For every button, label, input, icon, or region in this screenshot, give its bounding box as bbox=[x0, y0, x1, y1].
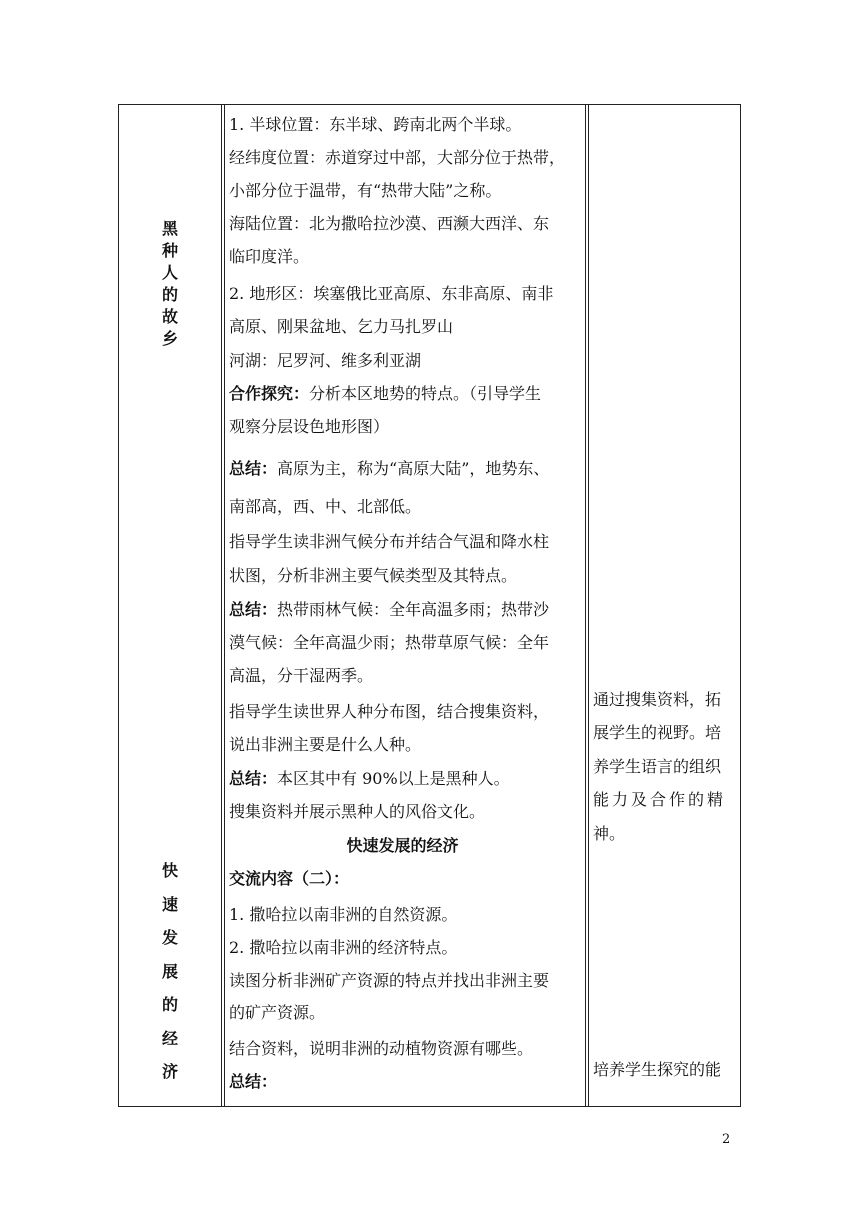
text-line: 漠气候：全年高温少雨；热带草原气候：全年 bbox=[229, 633, 550, 652]
text-line: 南部高，西、中、北部低。 bbox=[229, 497, 422, 516]
text-line: 经纬度位置：赤道穿过中部，大部分位于热带， bbox=[229, 148, 566, 167]
column-divider bbox=[585, 105, 586, 1106]
text-line: 1. 撒哈拉以南非洲的自然资源。 bbox=[229, 905, 458, 924]
title-char: 人 bbox=[161, 263, 178, 282]
objective-line: 神。 bbox=[593, 824, 626, 843]
title-char: 种 bbox=[161, 241, 178, 260]
title-char: 乡 bbox=[161, 329, 178, 348]
title-char: 发 bbox=[161, 928, 178, 947]
text-line: 状图，分析非洲主要气候类型及其特点。 bbox=[229, 566, 518, 585]
title-char: 黑 bbox=[161, 219, 178, 238]
title-char: 故 bbox=[161, 307, 178, 326]
objective-line: 养学生语言的组织 bbox=[593, 757, 722, 776]
text-line: 指导学生读非洲气候分布并结合气温和降水柱 bbox=[229, 532, 550, 551]
summary-label: 总结： bbox=[229, 459, 278, 478]
text-line: 观察分层设色地形图） bbox=[229, 417, 390, 436]
final-summary-label: 总结： bbox=[229, 1072, 278, 1091]
column-divider bbox=[588, 105, 589, 1106]
text-line: 的矿产资源。 bbox=[229, 1003, 326, 1022]
title-char: 速 bbox=[161, 894, 178, 914]
text-line: 高温，分干湿两季。 bbox=[229, 666, 374, 685]
objective-line: 培养学生探究的能 bbox=[593, 1060, 722, 1079]
objective-line: 能力及合作的精 bbox=[593, 790, 727, 809]
summary-text: 热带雨林气候：全年高温多雨；热带沙 bbox=[277, 600, 550, 619]
text-line: 2. 地形区：埃塞俄比亚高原、东非高原、南非 bbox=[229, 284, 554, 303]
title-char: 展 bbox=[161, 961, 178, 981]
text-line: 结合资料，说明非洲的动植物资源有哪些。 bbox=[229, 1039, 534, 1058]
title-char: 经 bbox=[161, 1028, 178, 1048]
text-line: 2. 撒哈拉以南非洲的经济特点。 bbox=[229, 938, 458, 957]
summary-line bbox=[229, 456, 549, 479]
text-line: 搜集资料并展示黑种人的风俗文化。 bbox=[229, 802, 486, 821]
text-line: 1. 半球位置：东半球、跨南北两个半球。 bbox=[229, 115, 522, 134]
text-line: 说出非洲主要是什么人种。 bbox=[229, 735, 422, 754]
page-number: 2 bbox=[722, 1132, 731, 1147]
exchange-label: 交流内容（二）： bbox=[229, 869, 350, 888]
column-divider bbox=[221, 105, 222, 1106]
coop-inquiry-line bbox=[229, 381, 541, 404]
text-line: 小部分位于温带，有“热带大陆”之称。 bbox=[229, 181, 502, 200]
objective-line: 展学生的视野。培 bbox=[593, 723, 722, 742]
title-char: 的 bbox=[161, 995, 178, 1014]
summary-line bbox=[229, 766, 510, 789]
text-line: 指导学生读世界人种分布图，结合搜集资料， bbox=[229, 702, 550, 721]
text-line: 读图分析非洲矿产资源的特点并找出非洲主要 bbox=[229, 971, 550, 990]
text-line: 高原、刚果盆地、乞力马扎罗山 bbox=[229, 317, 454, 336]
summary-label: 总结： bbox=[229, 769, 278, 788]
title-char: 快 bbox=[161, 861, 178, 880]
coop-text: 分析本区地势的特点。（引导学生 bbox=[309, 384, 542, 403]
title-char: 的 bbox=[161, 285, 178, 304]
summary-line bbox=[229, 597, 549, 620]
section-title-black-race-homeland bbox=[160, 218, 180, 350]
text-line: 海陆位置：北为撒哈拉沙漠、西濒大西洋、东 bbox=[229, 214, 550, 233]
coop-label: 合作探究： bbox=[229, 384, 310, 403]
summary-label: 总结： bbox=[229, 600, 278, 619]
section-title-fast-economy bbox=[160, 854, 180, 1089]
summary-text: 本区其中有 90%以上是黑种人。 bbox=[277, 769, 510, 788]
summary-text: 高原为主，称为“高原大陆”，地势东、 bbox=[277, 459, 550, 478]
text-line: 临印度洋。 bbox=[229, 247, 310, 266]
objective-line: 通过搜集资料，拓 bbox=[593, 690, 722, 709]
text-line: 河湖：尼罗河、维多利亚湖 bbox=[229, 351, 422, 370]
title-char: 济 bbox=[161, 1062, 178, 1081]
section-heading: 快速发展的经济 bbox=[346, 836, 459, 855]
column-divider bbox=[224, 105, 225, 1106]
